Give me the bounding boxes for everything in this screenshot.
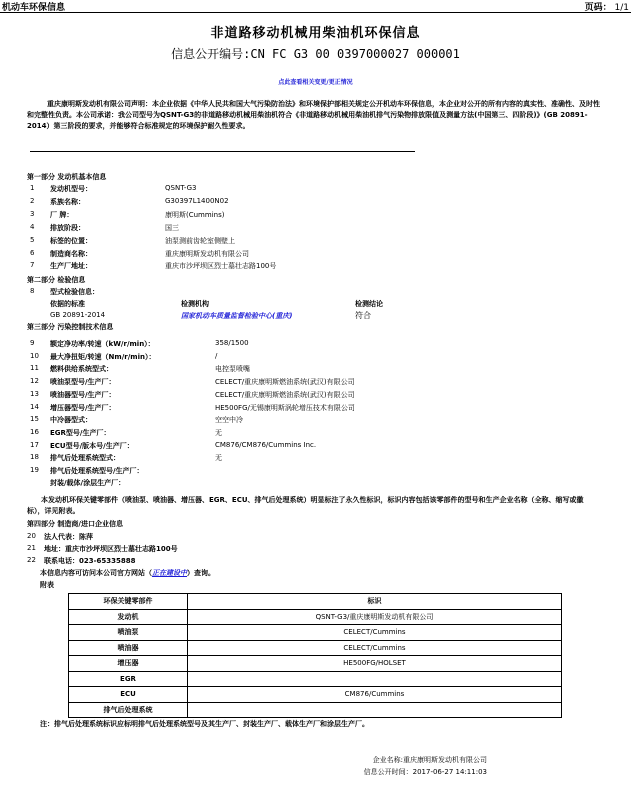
item-value: CELECT/重庆康明斯燃油系统(武汉)有限公司	[215, 378, 355, 387]
part3-row	[30, 377, 590, 389]
table-row	[69, 702, 562, 718]
item-number: 12	[30, 377, 39, 386]
item19-line2: 封装/载体/涂层生产厂：	[50, 479, 126, 487]
item-number: 3	[30, 209, 35, 218]
info-number: 信息公开编号:CN FC G3 00 0397000027 000001	[171, 47, 460, 61]
part1-row	[30, 223, 590, 235]
part3-row	[30, 352, 590, 364]
item-value: 无	[215, 428, 222, 437]
item-value: 油泵测前齿轮室侧壁上	[165, 236, 235, 245]
item-number: 16	[30, 427, 39, 436]
item-key: 制造商名称：	[50, 249, 92, 258]
item-text: 法人代表：陈萍	[44, 533, 93, 541]
item-value: HE500FG/无锡康明斯涡轮增压技术有限公司	[215, 403, 355, 412]
item-key: EGR型号/生产厂：	[50, 428, 111, 437]
part4-row	[27, 532, 590, 544]
item-value: /	[215, 351, 218, 360]
item-value: 电控泵喷嘴	[215, 365, 250, 374]
item-value: 358/1500	[215, 339, 249, 347]
item-value: G30397L1400N02	[165, 196, 229, 205]
component-cell: EGR	[69, 671, 188, 687]
footer-company: 企业名称:重庆康明斯发动机有限公司	[372, 756, 487, 764]
table-row	[69, 656, 562, 672]
item-number: 14	[30, 402, 39, 411]
component-cell: 排气后处理系统	[69, 702, 188, 718]
item-value: CELECT/重庆康明斯燃油系统(武汉)有限公司	[215, 390, 355, 399]
col-org: 检测机构	[181, 300, 209, 308]
item-key: 生产厂地址：	[50, 262, 92, 271]
marking-cell: CELECT/Cummins	[188, 625, 562, 641]
item-key: 系族名称：	[50, 197, 85, 206]
component-cell: 喷油器	[69, 640, 188, 656]
item-number: 4	[30, 222, 35, 231]
website-line: 本信息内容可访问本公司官方网站（正在建设中）查询。	[40, 569, 215, 577]
part1-heading: 第一部分 发动机基本信息	[27, 173, 107, 181]
table-row	[69, 609, 562, 625]
website-link[interactable]: 正在建设中	[152, 569, 187, 577]
part3-row	[30, 428, 590, 440]
header-cell: 标识	[188, 594, 562, 610]
item-number: 13	[30, 389, 39, 398]
part3-row	[30, 466, 590, 478]
table-row	[69, 687, 562, 703]
item-number: 18	[30, 453, 39, 462]
item-value: 国三	[165, 223, 179, 232]
part3-row	[30, 441, 590, 453]
col-standard: 依据的标准	[50, 300, 85, 308]
marking-cell: HE500FG/HOLSET	[188, 656, 562, 672]
test-org: 国家机动车质量监督检验中心(重庆)	[181, 312, 293, 320]
item-value: 空空中冷	[215, 416, 243, 425]
doc-type-label: 机动车环保信息	[2, 3, 66, 13]
item-value: 重庆市沙坪坝区烈士墓壮志路100号	[165, 262, 277, 271]
page-title: 非道路移动机械用柴油机环保信息	[210, 26, 421, 41]
item-key: 中冷器型式：	[50, 416, 92, 425]
item-number: 19	[30, 466, 39, 474]
item-number: 21	[27, 544, 36, 552]
divider	[30, 151, 415, 152]
col-result: 检测结论	[355, 300, 383, 308]
appendix-table	[68, 593, 562, 718]
part3-row	[30, 390, 590, 402]
marking-cell: QSNT-G3/重庆康明斯发动机有限公司	[188, 609, 562, 625]
item-number: 11	[30, 364, 39, 373]
part1-row	[30, 184, 590, 196]
table-header	[69, 594, 562, 610]
part1-row	[30, 261, 590, 273]
declaration-statement: 重庆康明斯发动机有限公司声明：本企业依据《中华人民共和国大气污染防治法》和环境保护部相关规定公开机动车环保信息，本企业对公开的所有内容的真实性、准确性、及时性和完整性负责。本公司承诺：我公司型号为QSNT-G3的非道路移动机械用柴油机符合《非道路移动机械用柴油机排气污染物排放限值及测量方法(中国第三、四阶段)》(GB 20891-2014）第三阶段的要求，并能够符合标准规定的环境保护耐久性要求。	[27, 100, 600, 130]
part4-row	[27, 556, 590, 568]
part1-row	[30, 210, 590, 222]
test-standard: GB 20891-2014	[50, 311, 106, 319]
item-number: 7	[30, 261, 35, 270]
item-key: 喷油泵型号/生产厂：	[50, 378, 116, 387]
item-key: 最大净扭矩/转速（Nm/r/min）：	[50, 352, 156, 361]
item-value: CM876/CM876/Cummins Inc.	[215, 440, 317, 449]
component-cell: 增压器	[69, 656, 188, 672]
part3-row	[30, 453, 590, 465]
table-row	[69, 671, 562, 687]
item-key: 厂 牌：	[50, 210, 74, 219]
item-key: ECU型号/版本号/生产厂：	[50, 441, 134, 450]
changes-link[interactable]: 点此查看相关变更/更正情况	[278, 79, 353, 86]
item-number: 20	[27, 532, 36, 540]
part3-row	[30, 403, 590, 415]
item-number: 9	[30, 339, 35, 347]
item-key: 排气后处理系统型号/生产厂：	[50, 467, 144, 475]
item-key: 排气后处理系统型式：	[50, 454, 120, 463]
table-row	[69, 625, 562, 641]
item-key: 额定净功率/转速（kW/r/min）：	[50, 340, 155, 348]
item-key: 排放阶段：	[50, 223, 85, 232]
item-value: 康明斯(Cummins)	[165, 210, 225, 219]
part1-row	[30, 249, 590, 261]
header-cell: 环保关键零部件	[69, 594, 188, 610]
marking-cell	[188, 671, 562, 687]
part3-heading: 第三部分 污染控制技术信息	[27, 323, 114, 331]
item-number: 17	[30, 440, 39, 449]
item-value: 无	[215, 454, 222, 463]
item-number: 10	[30, 351, 39, 360]
part2-heading: 第二部分 检验信息	[27, 276, 86, 284]
page-indicator: 页码： 1/1	[584, 3, 629, 13]
item-key: 喷油器型号/生产厂：	[50, 390, 116, 399]
part3-row	[30, 415, 590, 427]
item-key: 燃料供给系统型式：	[50, 365, 113, 374]
item-number: 1	[30, 184, 35, 192]
part2-item: 8 型式检验信息：	[30, 287, 99, 296]
part1-row	[30, 197, 590, 209]
top-bar	[0, 0, 631, 13]
item-key: 标签的位置：	[50, 236, 92, 245]
table-row	[69, 640, 562, 656]
component-cell: 喷油泵	[69, 625, 188, 641]
footer-time: 信息公开时间：2017-06-27 14:11:03	[363, 768, 487, 776]
item-number: 5	[30, 235, 35, 244]
item-text: 地址：重庆市沙坪坝区烈士墓壮志路100号	[44, 545, 178, 553]
item-value: 重庆康明斯发动机有限公司	[165, 249, 249, 258]
part1-row	[30, 236, 590, 248]
appendix-label: 附表	[40, 581, 54, 589]
item-text: 联系电话：023-65335888	[44, 557, 136, 565]
component-cell: 发动机	[69, 609, 188, 625]
item-number: 2	[30, 196, 35, 205]
marking-paragraph: 本发动机环保关键零部件（喷油泵、喷油器、增压器、EGR、ECU、排气后处理系统）明显标注了永久性标识，标识内容包括该零部件的型号和生产企业名称（全称、缩写或徽标），详见附表。	[27, 496, 584, 515]
marking-cell: CM876/Cummins	[188, 687, 562, 703]
item-key: 发动机型号：	[50, 185, 92, 193]
part4-row	[27, 544, 590, 556]
item-number: 22	[27, 556, 36, 564]
component-cell: ECU	[69, 687, 188, 703]
item-number: 15	[30, 415, 39, 424]
item-number: 6	[30, 248, 35, 257]
marking-cell	[188, 702, 562, 718]
test-result: 符合	[355, 311, 371, 320]
marking-cell: CELECT/Cummins	[188, 640, 562, 656]
part4-heading: 第四部分 制造商/进口企业信息	[27, 520, 123, 528]
item-key: 增压器型号/生产厂：	[50, 403, 116, 412]
item-value: QSNT-G3	[165, 184, 197, 192]
part3-row	[30, 364, 590, 376]
footnote: 注：排气后处理系统标识应标明排气后处理系统型号及其生产厂、封装生产厂、载体生产厂和涂层生产厂。	[40, 720, 369, 728]
part3-row	[30, 339, 590, 351]
